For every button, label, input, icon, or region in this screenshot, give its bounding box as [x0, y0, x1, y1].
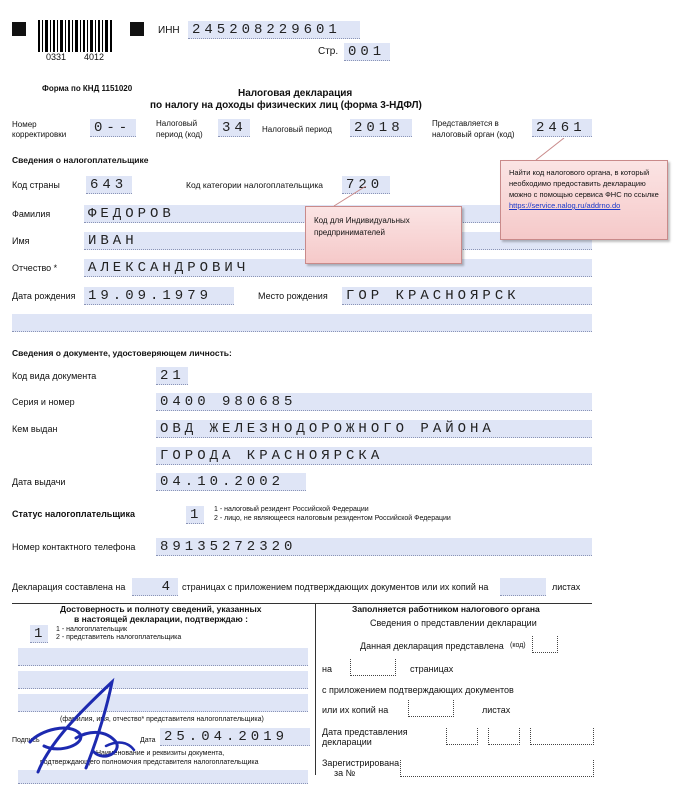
page-label: Стр.: [318, 46, 339, 57]
presented-label: Данная декларация представлена: [360, 641, 504, 651]
birthplace-label: Место рождения: [258, 291, 328, 301]
form-title-line1: Налоговая декларация: [238, 88, 353, 99]
issue-date-label: Дата выдачи: [12, 477, 66, 487]
barcode-code-2: 4012: [84, 52, 105, 62]
confirm-option-1: 1 - налогоплательщик: [56, 626, 128, 633]
correction-field[interactable]: 0--: [90, 119, 136, 137]
registered-label-2: за №: [334, 768, 356, 778]
pages-count-box[interactable]: [350, 659, 396, 676]
authority-label-line2: налоговый орган (код): [432, 130, 515, 139]
correction-label-line1: Номер: [12, 120, 37, 129]
issuer-field-line2[interactable]: ГОРОДА КРАСНОЯРСКА: [156, 447, 592, 465]
birthplace-field-line2[interactable]: [12, 314, 592, 332]
sign-date-field[interactable]: 25.04.2019: [160, 728, 310, 746]
series-field[interactable]: 0400 980685: [156, 393, 592, 411]
document-type-label: Код вида документа: [12, 371, 97, 381]
sheets-label: листах: [482, 705, 511, 715]
birthplace-field[interactable]: ГОР КРАСНОЯРСК: [342, 287, 592, 305]
pages-word-label: страницах: [410, 664, 454, 674]
signature-label: Подпись: [12, 737, 40, 744]
year-label: Налоговый период: [262, 125, 332, 134]
right-heading-line1: Заполняется работником налогового органа: [352, 604, 540, 614]
category-callout-pointer: [330, 186, 370, 208]
page-field[interactable]: 001: [344, 43, 390, 61]
authority-callout: [500, 160, 668, 240]
submit-month-box[interactable]: [488, 728, 520, 745]
corner-marker-left: [12, 22, 26, 36]
authority-callout-pointer: [530, 138, 570, 162]
series-label: Серия и номер: [12, 397, 75, 407]
birth-date-label: Дата рождения: [12, 291, 76, 301]
form-title-line2: по налогу на доходы физических лиц (форма 3-НДФЛ): [150, 100, 422, 111]
authority-doc-caption-2: подтверждающего полномочия представителя налогоплательщика: [40, 759, 259, 766]
issuer-label: Кем выдан: [12, 424, 58, 434]
registered-label-1: Зарегистрирована: [322, 758, 400, 768]
phone-field[interactable]: 89135272320: [156, 538, 592, 556]
surname-field[interactable]: ФЕДОРОВ: [84, 205, 592, 223]
pages-label-middle: страницах с приложением подтверждающих документов или их копий на: [182, 582, 489, 592]
right-heading-line2: Сведения о представлении декларации: [370, 618, 537, 628]
category-callout: [305, 206, 462, 264]
presented-code-label: (код): [510, 642, 526, 649]
pages-field[interactable]: 4: [132, 578, 178, 596]
correction-label-line2: корректировки: [12, 130, 67, 139]
submit-year-box[interactable]: [530, 728, 594, 745]
patronymic-field[interactable]: АЛЕКСАНДРОВИЧ: [84, 259, 592, 277]
country-field[interactable]: 643: [86, 176, 132, 194]
document-type-field[interactable]: 21: [156, 367, 188, 385]
vertical-divider: [315, 603, 316, 775]
copies-count-box[interactable]: [408, 700, 454, 717]
confirm-type-field[interactable]: 1: [30, 625, 48, 643]
patronymic-label: Отчество *: [12, 263, 58, 273]
barcode-bars: [38, 20, 114, 52]
phone-label: Номер контактного телефона: [12, 542, 136, 552]
submit-date-label-2: декларации: [322, 737, 372, 747]
barcode: [38, 20, 114, 64]
authority-field[interactable]: 2461: [532, 119, 592, 137]
pages-label-before: Декларация составлена на: [12, 582, 126, 592]
status-option-2: 2 - лицо, не являющееся налоговым резидентом Российской Федерации: [214, 515, 451, 522]
form-code: Форма по КНД 1151020: [42, 84, 133, 93]
period-label-line2: период (код): [156, 130, 203, 139]
submit-date-label-1: Дата представления: [322, 727, 408, 737]
submit-day-box[interactable]: [446, 728, 478, 745]
category-label: Код категории налогоплательщика: [186, 180, 323, 190]
issue-date-field[interactable]: 04.10.2002: [156, 473, 306, 491]
issuer-field-line1[interactable]: ОВД ЖЕЛЕЗНОДОРОЖНОГО РАЙОНА: [156, 420, 592, 438]
with-docs-label: с приложением подтверждающих документов: [322, 685, 514, 695]
category-callout-text: Код для Индивидуальных предпринимателей: [314, 216, 410, 237]
document-section-title: Сведения о документе, удостоверяющем личность:: [12, 348, 232, 358]
left-heading-line1: Достоверность и полноту сведений, указанных: [60, 604, 262, 614]
confirm-option-2: 2 - представитель налогоплательщика: [56, 634, 182, 641]
name-label: Имя: [12, 236, 30, 246]
corner-marker-right: [130, 22, 144, 36]
surname-label: Фамилия: [12, 209, 51, 219]
period-label-line1: Налоговый: [156, 119, 198, 128]
sign-date-label: Дата: [140, 737, 156, 744]
representative-caption: (фамилия, имя, отчество* представителя налогоплательщика): [60, 716, 264, 723]
inn-field[interactable]: 245208229601: [188, 21, 360, 39]
authority-callout-link[interactable]: https://service.nalog.ru/addrno.do: [509, 201, 621, 210]
country-label: Код страны: [12, 180, 60, 190]
authority-callout-text: Найти код налогового органа, в который необходимо предоставить декларацию можно с помощью сервиса ФНС по ссылке: [509, 168, 659, 199]
status-label: Статус налогоплательщика: [12, 509, 135, 519]
signature-image: [20, 672, 140, 777]
representative-field-1[interactable]: [18, 648, 308, 666]
status-option-1: 1 - налоговый резидент Российской Федерации: [214, 506, 369, 513]
taxpayer-section-title: Сведения о налогоплательщике: [12, 155, 149, 165]
authority-label-line1: Представляется в: [432, 119, 499, 128]
category-field[interactable]: 720: [342, 176, 390, 194]
authority-doc-caption-1: Наименование и реквизиты документа,: [96, 750, 225, 757]
birth-date-field[interactable]: 19.09.1979: [84, 287, 234, 305]
year-field[interactable]: 2018: [350, 119, 412, 137]
or-copies-label: или их копий на: [322, 705, 389, 715]
period-field[interactable]: 34: [218, 119, 250, 137]
pages-label-after: листах: [552, 582, 581, 592]
barcode-code-1: 0331: [46, 52, 67, 62]
status-field[interactable]: 1: [186, 506, 204, 524]
presented-code-box[interactable]: [532, 636, 558, 653]
name-field[interactable]: ИВАН: [84, 232, 592, 250]
inn-label: ИНН: [158, 25, 180, 36]
left-heading-line2: в настоящей декларации, подтверждаю :: [74, 614, 248, 624]
copies-field[interactable]: [500, 578, 546, 596]
registration-number-box[interactable]: [400, 760, 594, 777]
on-label: на: [322, 664, 332, 674]
